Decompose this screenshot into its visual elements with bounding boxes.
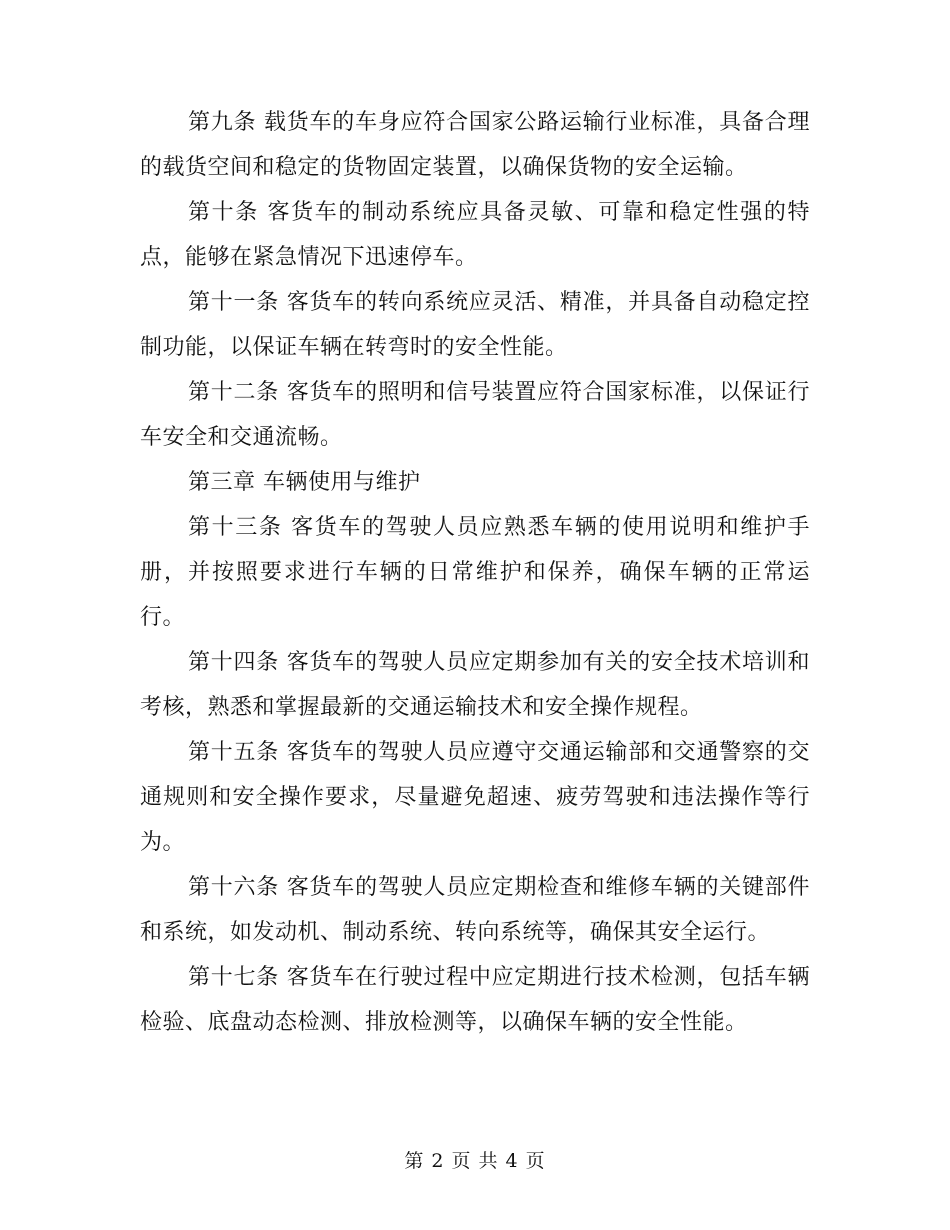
article-9: 第九条 载货车的车身应符合国家公路运输行业标准，具备合理的载货空间和稳定的货物固定装置，以确保货物的安全运输。 bbox=[140, 110, 810, 180]
article-12: 第十二条 客货车的照明和信号装置应符合国家标准，以保证行车安全和交通流畅。 bbox=[140, 380, 810, 450]
article-14: 第十四条 客货车的驾驶人员应定期参加有关的安全技术培训和考核，熟悉和掌握最新的交通运输技术和安全操作规程。 bbox=[140, 650, 810, 720]
chapter-3-heading: 第三章 车辆使用与维护 bbox=[188, 470, 421, 495]
article-11: 第十一条 客货车的转向系统应灵活、精准，并具备自动稳定控制功能，以保证车辆在转弯时的安全性能。 bbox=[140, 290, 810, 360]
document-body bbox=[140, 100, 810, 1045]
article-17: 第十七条 客货车在行驶过程中应定期进行技术检测，包括车辆检验、底盘动态检测、排放检测等，以确保车辆的安全性能。 bbox=[140, 965, 810, 1035]
article-15: 第十五条 客货车的驾驶人员应遵守交通运输部和交通警察的交通规则和安全操作要求，尽量避免超速、疲劳驾驶和违法操作等行为。 bbox=[140, 740, 810, 855]
page-footer: 第 2 页 共 4 页 bbox=[404, 1150, 546, 1172]
article-10: 第十条 客货车的制动系统应具备灵敏、可靠和稳定性强的特点，能够在紧急情况下迅速停车。 bbox=[140, 200, 810, 270]
article-13: 第十三条 客货车的驾驶人员应熟悉车辆的使用说明和维护手册，并按照要求进行车辆的日常维护和保养，确保车辆的正常运行。 bbox=[140, 515, 810, 630]
article-16: 第十六条 客货车的驾驶人员应定期检查和维修车辆的关键部件和系统，如发动机、制动系统、转向系统等，确保其安全运行。 bbox=[140, 875, 810, 945]
